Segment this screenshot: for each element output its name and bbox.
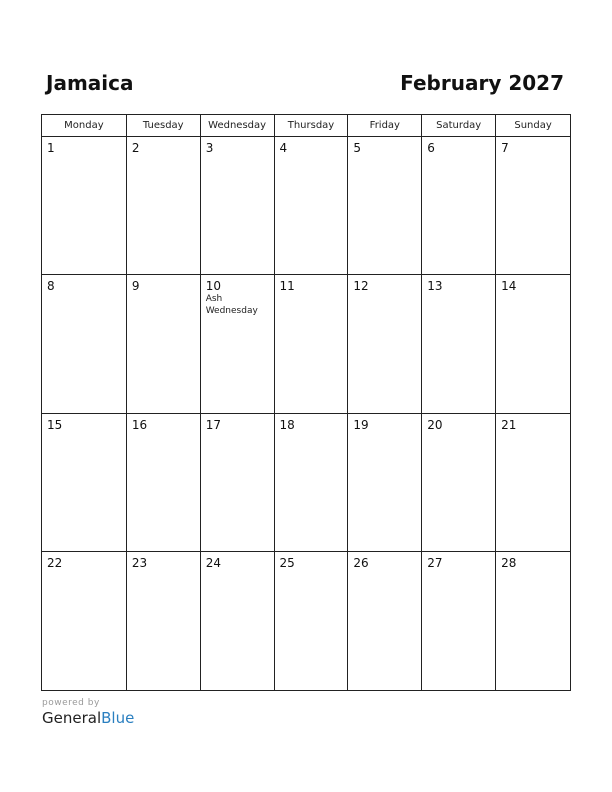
day-cell — [348, 137, 422, 275]
day-cell — [201, 552, 275, 690]
day-number: 8 — [47, 279, 55, 294]
day-number: 10 — [205, 279, 221, 294]
day-cell — [496, 275, 570, 413]
country-title: Jamaica — [46, 71, 134, 95]
powered-by-text: powered by — [42, 698, 100, 708]
day-cell — [201, 275, 275, 413]
day-cell — [348, 552, 422, 690]
day-cell — [42, 137, 127, 275]
day-cell — [422, 137, 496, 275]
day-cell — [496, 414, 570, 552]
month-year-title: February 2027 — [400, 71, 564, 95]
day-number: 12 — [353, 279, 369, 294]
weekday-header-wednesday: Wednesday — [201, 115, 275, 137]
weekday-header-friday: Friday — [348, 115, 422, 137]
day-number: 15 — [47, 417, 63, 432]
day-number: 28 — [501, 555, 517, 570]
brand-blue-text: Blue — [101, 709, 135, 727]
day-number: 2 — [131, 141, 140, 155]
calendar-grid — [41, 114, 571, 691]
day-number: 24 — [205, 555, 221, 570]
day-number: 6 — [427, 141, 435, 155]
day-cell — [201, 137, 275, 275]
day-number: 23 — [131, 555, 148, 570]
day-number: 3 — [205, 141, 214, 155]
day-cell — [422, 414, 496, 552]
day-number: 27 — [427, 555, 443, 570]
day-cell — [275, 275, 349, 413]
day-cell — [348, 414, 422, 552]
weekday-header-thursday: Thursday — [275, 115, 349, 137]
weekday-header-sunday: Sunday — [496, 115, 570, 137]
day-number: 9 — [131, 279, 140, 294]
footer-branding — [42, 698, 134, 727]
day-number: 1 — [47, 141, 55, 155]
day-cell — [275, 552, 349, 690]
day-number: 25 — [279, 555, 295, 570]
day-number: 20 — [427, 417, 443, 432]
day-cell — [496, 137, 570, 275]
weekday-header-saturday: Saturday — [422, 115, 496, 137]
brand-general-text: General — [42, 709, 102, 727]
day-cell — [42, 275, 127, 413]
day-number: 17 — [205, 417, 221, 432]
day-cell — [201, 414, 275, 552]
day-number: 13 — [427, 279, 443, 294]
day-cell — [348, 275, 422, 413]
day-number: 26 — [353, 555, 369, 570]
weekday-header-tuesday: Tuesday — [127, 115, 201, 137]
day-cell — [275, 137, 349, 275]
day-number: 14 — [501, 279, 517, 294]
day-number: 19 — [353, 417, 369, 432]
day-cell — [422, 552, 496, 690]
day-cell — [127, 275, 201, 413]
day-cell — [127, 414, 201, 552]
day-cell — [496, 552, 570, 690]
day-number: 18 — [279, 417, 295, 432]
holiday-label: Ash Wednesday — [205, 294, 258, 317]
day-number: 16 — [131, 417, 148, 432]
day-number: 4 — [279, 141, 288, 155]
day-number: 22 — [47, 555, 63, 570]
day-number: 11 — [279, 279, 295, 294]
weekday-header-monday: Monday — [42, 115, 127, 137]
day-number: 7 — [501, 141, 509, 155]
day-cell — [42, 414, 127, 552]
day-cell — [127, 552, 201, 690]
day-number: 21 — [501, 417, 517, 432]
day-cell — [127, 137, 201, 275]
day-cell — [422, 275, 496, 413]
day-cell — [275, 414, 349, 552]
brand-logo[interactable] — [42, 709, 134, 727]
day-number: 5 — [353, 141, 362, 155]
day-cell — [42, 552, 127, 690]
